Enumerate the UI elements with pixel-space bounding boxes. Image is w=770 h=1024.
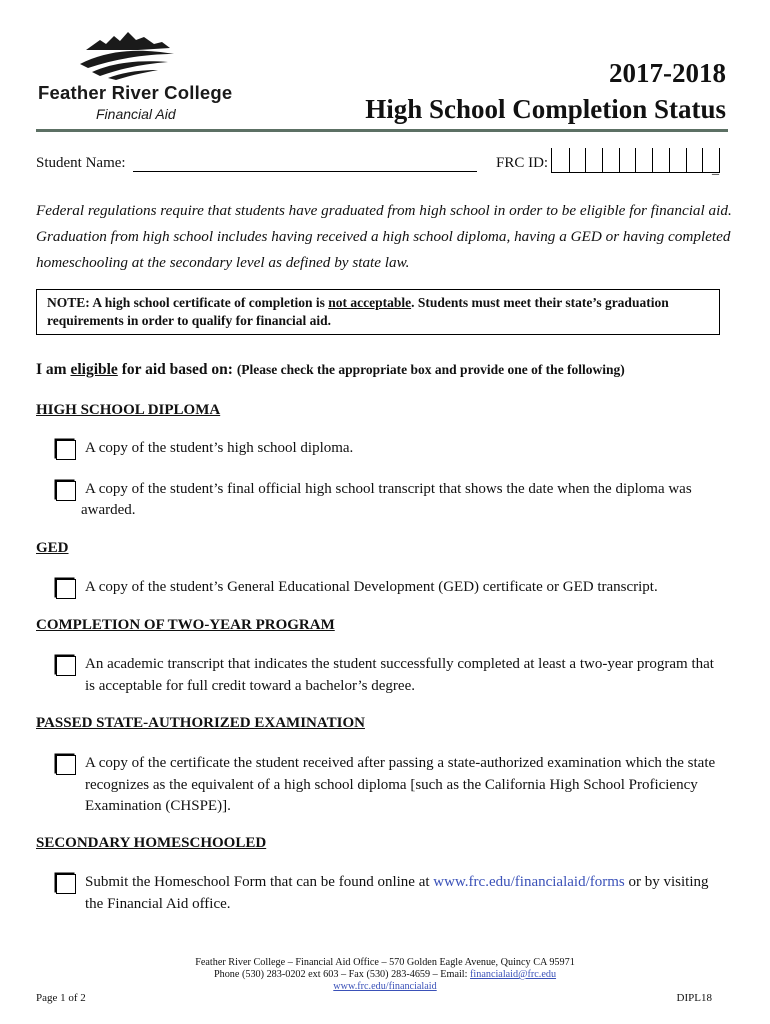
two-year-label-line: An academic transcript that indicates the student successfully completed at least a two-year program that [85,656,714,672]
note-box [36,289,720,335]
intro-line: homeschooling at the secondary level as defined by state law. [36,254,410,271]
frc-id-digit[interactable] [552,148,569,172]
student-name-label: Student Name: [36,155,126,171]
two-year-checkbox[interactable] [56,656,76,676]
footer-contact [0,969,770,981]
eligibility-emphasis: eligible [70,361,118,378]
two-year-label-line: is acceptable for full credit toward a bachelor’s degree. [85,678,415,694]
eligibility-text: for aid based on: [117,361,237,378]
form-code: DIPL18 [676,992,712,1004]
homeschool-checkbox[interactable] [56,874,76,894]
eligibility-instruction: (Please check the appropriate box and provide one of the following) [236,362,625,377]
footer-address: Feather River College – Financial Aid Office – 570 Golden Eagle Avenue, Quincy CA 95971 [195,957,575,968]
section-heading-homeschool: SECONDARY HOMESCHOOLED [36,835,267,851]
frc-id-digit[interactable] [669,148,686,172]
note-text: . Students must meet their state’s graduation [411,295,669,310]
note-line [47,294,719,312]
homeschool-label-line: the Financial Aid office. [85,896,231,912]
frc-id-field[interactable] [551,148,720,173]
eligibility-text: I am [36,361,71,378]
frc-id-digit[interactable] [686,148,703,172]
academic-year: 2017-2018 [609,58,726,88]
frc-id-digit[interactable] [652,148,669,172]
exam-checkbox[interactable] [56,755,76,775]
homeschool-text: or by visiting [624,874,709,890]
footer-website-link[interactable]: www.frc.edu/financialaid [333,981,437,992]
section-heading-diploma: HIGH SCHOOL DIPLOMA [36,402,221,418]
exam-label-line: Examination (CHSPE)]. [85,798,231,814]
note-text: NOTE: A high school certificate of completion is [47,295,329,310]
frc-id-digit[interactable] [585,148,602,172]
page-number: Page 1 of 2 [36,992,86,1004]
note-emphasis: not acceptable [328,295,412,310]
homeschool-label-line [85,871,709,893]
frc-id-digit[interactable] [569,148,586,172]
exam-label-line: A copy of the certificate the student received after passing a state-authorized examination which the state [85,755,716,771]
frc-id-digit[interactable] [635,148,652,172]
frc-id-label: FRC ID: [496,155,549,171]
header-divider [36,129,728,132]
intro-line: Federal regulations require that students have graduated from high school in order to be eligible for financial aid. [36,202,732,219]
section-heading-ged: GED [36,540,69,556]
college-name: Feather River College [38,82,233,103]
transcript-label-line: awarded. [81,502,136,518]
intro-paragraph [36,198,736,276]
department-name: Financial Aid [96,106,176,122]
transcript-checkbox[interactable] [56,481,76,501]
transcript-label-line: A copy of the student’s final official high school transcript that shows the date when the diploma was [85,481,692,497]
footer-contact-text: Phone (530) 283-0202 ext 603 – Fax (530) 283-4659 – Email: [213,969,471,980]
student-name-field[interactable] [133,171,477,172]
ged-checkbox[interactable] [56,579,76,599]
section-heading-exam: PASSED STATE-AUTHORIZED EXAMINATION [36,715,365,731]
note-line: requirements in order to qualify for financial aid. [47,313,332,328]
eligibility-statement [36,361,625,379]
page-title: High School Completion Status [365,94,726,124]
exam-label-line: recognizes as the equivalent of a high school diploma [such as the California High School Proficiency [85,777,698,793]
feather-logo-icon [78,28,178,80]
frc-id-digit[interactable] [602,148,619,172]
homeschool-text: Submit the Homeschool Form that can be found online at [85,874,434,890]
diploma-copy-checkbox[interactable] [56,440,76,460]
diploma-copy-label: A copy of the student’s high school diploma. [85,440,354,456]
frc-id-digit[interactable] [619,148,636,172]
section-heading-two-year: COMPLETION OF TWO-YEAR PROGRAM [36,617,335,633]
footer-email-link[interactable]: financialaid@frc.edu [470,969,557,980]
footer-website-row [0,981,770,993]
intro-line: Graduation from high school includes having received a high school diploma, having a GED or having completed [36,228,731,245]
frc-id-underscore: _ [712,162,719,177]
ged-label: A copy of the student’s General Educational Development (GED) certificate or GED transcript. [85,579,658,595]
homeschool-forms-link[interactable]: www.frc.edu/financialaid/forms [433,874,625,890]
